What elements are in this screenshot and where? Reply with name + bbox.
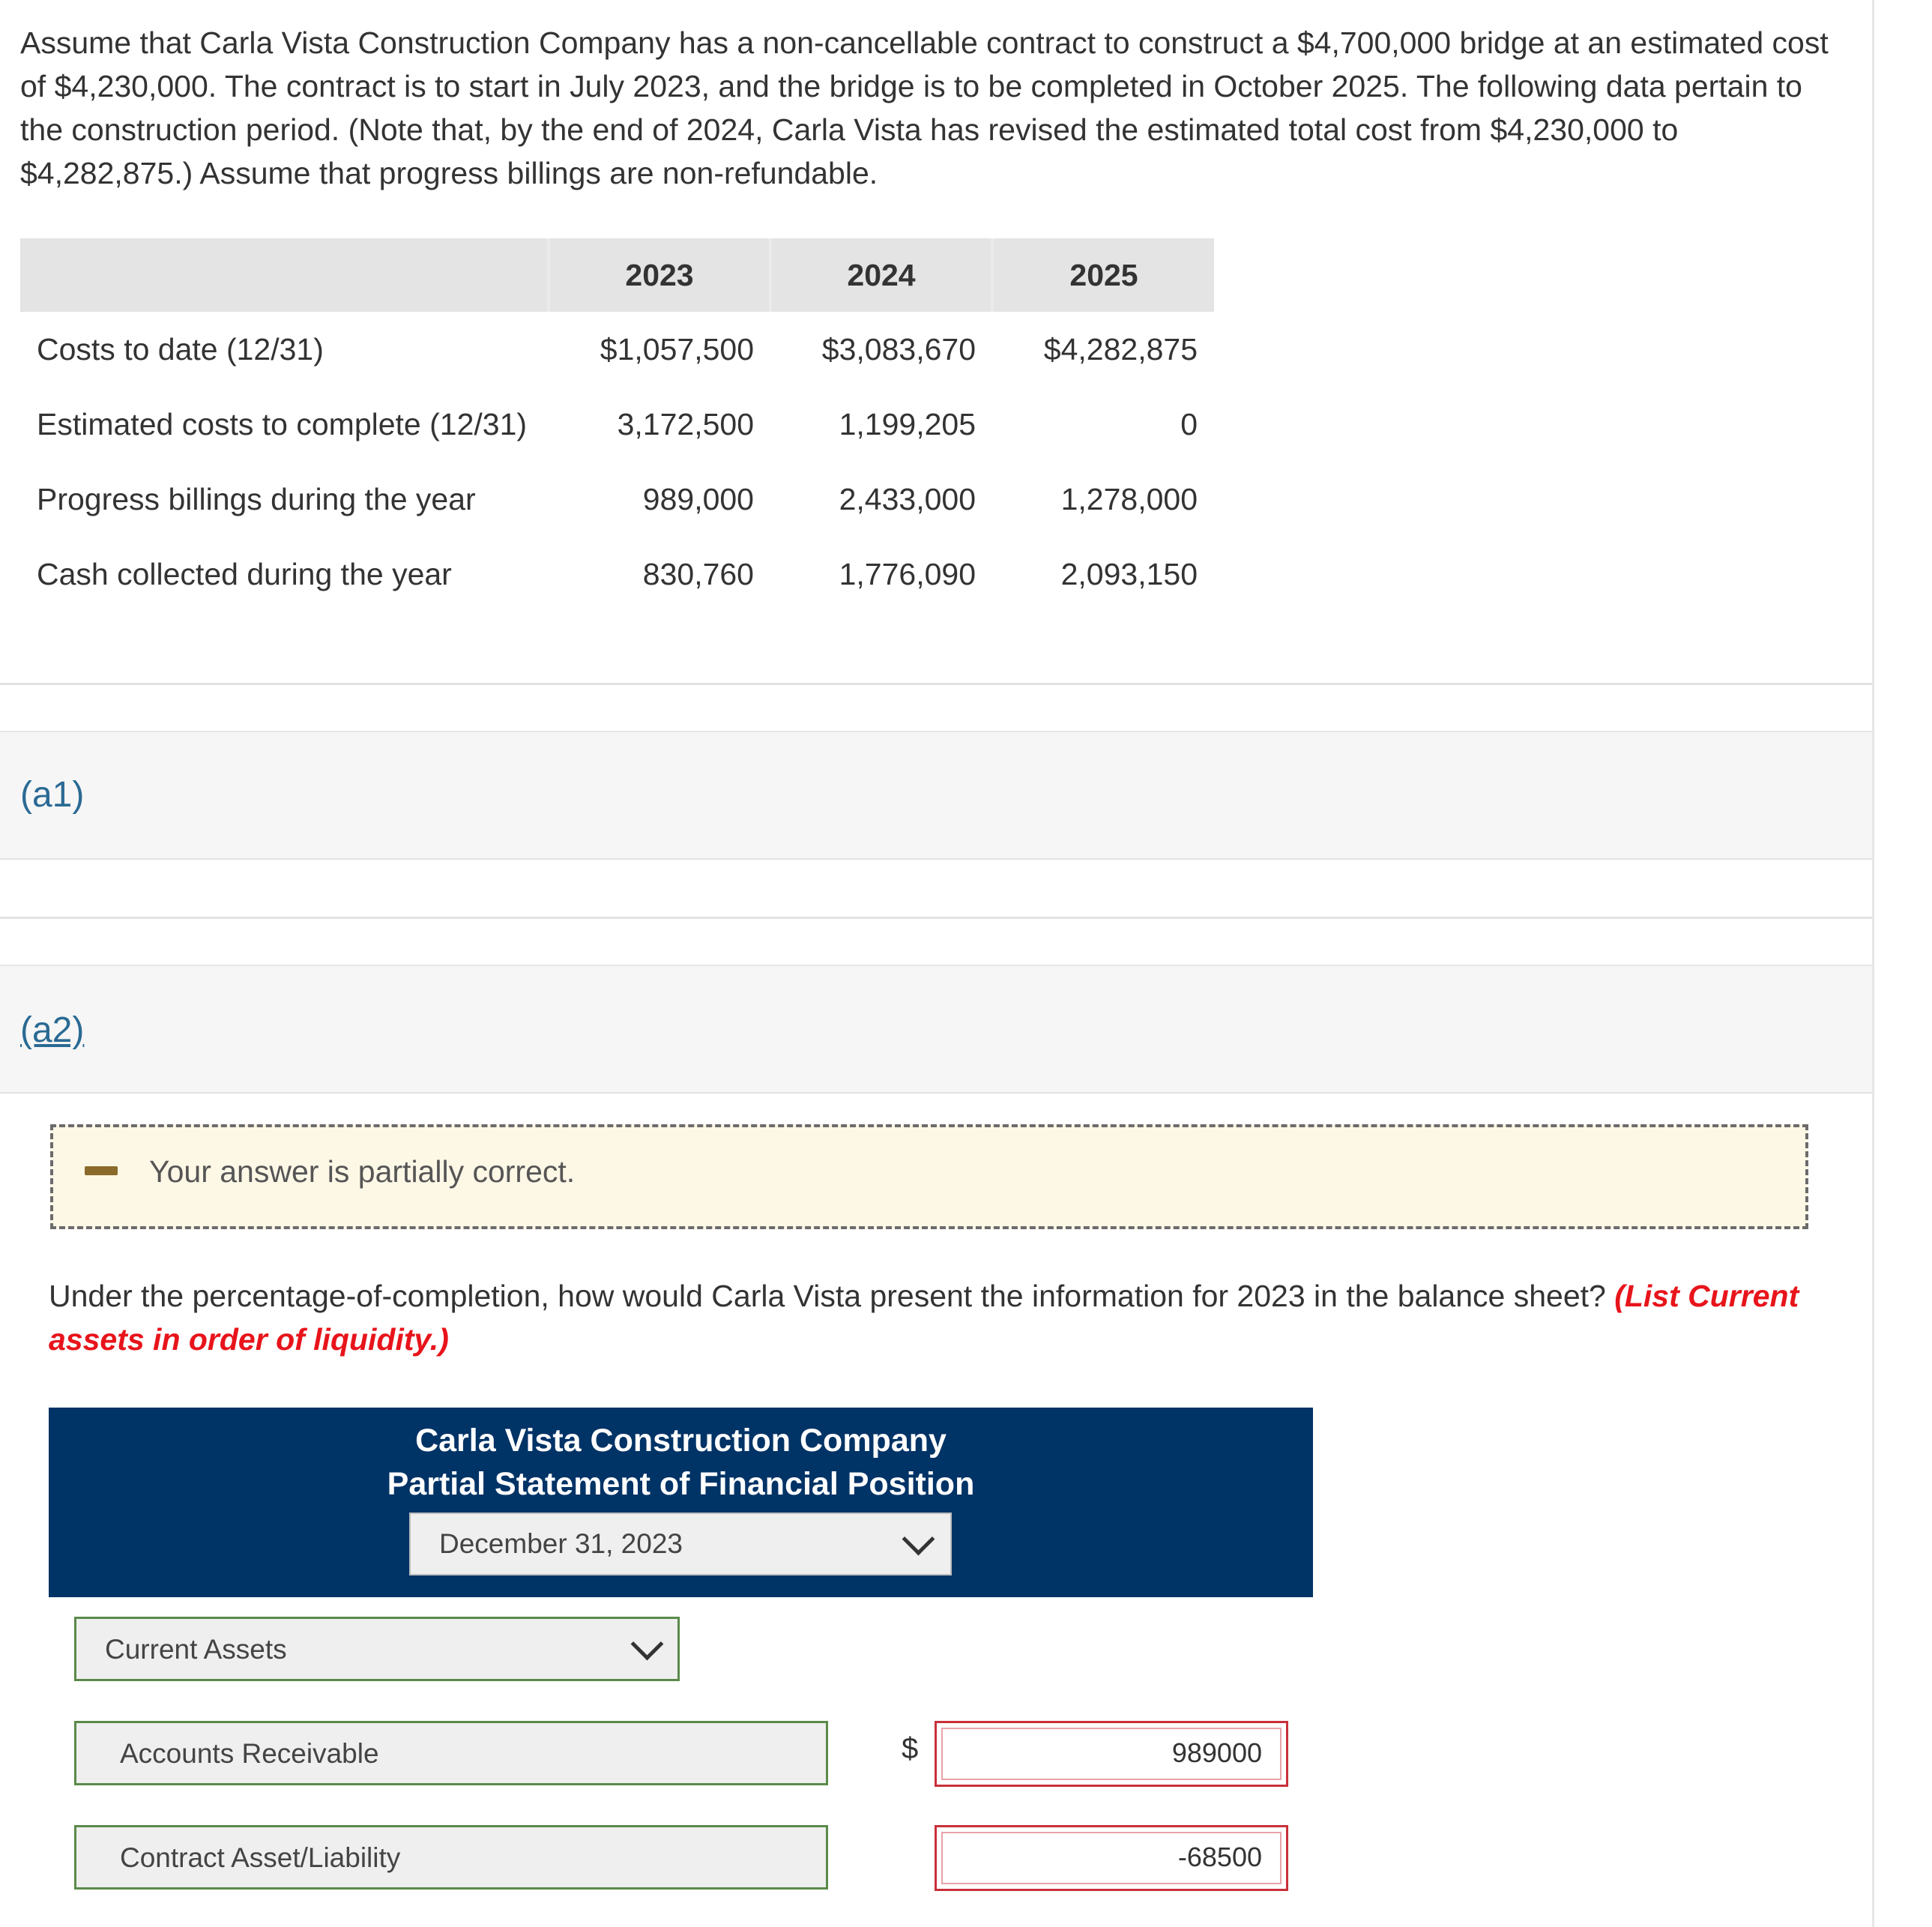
cell-value: 989,000 — [642, 481, 754, 516]
table-row — [20, 387, 1214, 462]
account-field-value: Accounts Receivable — [120, 1738, 379, 1769]
row-label: Progress billings during the year — [37, 481, 476, 516]
row-label: Costs to date (12/31) — [37, 331, 324, 367]
section-divider — [0, 683, 1872, 685]
cell-value: $4,282,875 — [1043, 331, 1198, 367]
part-a2-header[interactable] — [0, 965, 1872, 1094]
date-select[interactable] — [409, 1513, 952, 1575]
feedback-banner — [50, 1124, 1808, 1229]
table-header-2025: 2025 — [992, 238, 1214, 312]
cell-value: 2,433,000 — [839, 481, 976, 516]
cell-value: 1,776,090 — [839, 556, 976, 591]
problem-intro: Assume that Carla Vista Construction Company has a non-cancellable contract to construct a $4,700,000 bridge at an estimated cost of $4,230,000. The contract is to start in July 2023, and the bridge is to be completed in October 2025. The following data pertain to the construction period. (Note that, by the end of 2024, Carla Vista has revised the estimated total cost from $4,230,000 to $4,282,875.) Assume that progress billings are non-refundable. — [20, 25, 1829, 190]
account-field-accounts-receivable[interactable] — [74, 1721, 828, 1785]
statement-header — [49, 1408, 1313, 1597]
company-name: Carla Vista Construction Company — [415, 1423, 947, 1459]
amount-input-value: 989000 — [1171, 1737, 1262, 1768]
date-select-value: December 31, 2023 — [439, 1528, 683, 1559]
account-field-contract-asset-liability[interactable] — [74, 1825, 828, 1890]
part-a2-link[interactable]: (a2) — [20, 1010, 85, 1050]
cell-value: 3,172,500 — [617, 406, 754, 441]
section-divider — [0, 917, 1872, 919]
question-prompt — [49, 1274, 1817, 1361]
cell-value: $1,057,500 — [600, 331, 754, 367]
row-label: Cash collected during the year — [37, 556, 452, 591]
cell-value: 2,093,150 — [1060, 556, 1198, 591]
table-header-2023: 2023 — [549, 238, 770, 312]
table-header-blank — [20, 238, 549, 312]
statement-title: Partial Statement of Financial Position — [387, 1466, 975, 1502]
table-row — [20, 312, 1214, 387]
contract-data-table — [20, 238, 1214, 612]
partial-correct-icon — [85, 1166, 118, 1175]
cell-value: 830,760 — [642, 556, 754, 591]
account-field-value: Contract Asset/Liability — [120, 1842, 401, 1873]
amount-input-accounts-receivable[interactable] — [935, 1721, 1288, 1787]
feedback-message: Your answer is partially correct. — [149, 1154, 576, 1189]
table-header-2024: 2024 — [770, 238, 992, 312]
table-row — [20, 537, 1214, 612]
row-label: Estimated costs to complete (12/31) — [37, 406, 528, 441]
chevron-down-icon[interactable] — [631, 1628, 664, 1661]
part-a1-label[interactable]: (a1) — [20, 775, 85, 815]
section-select-value: Current Assets — [105, 1634, 287, 1665]
cell-value: 1,278,000 — [1060, 481, 1198, 516]
cell-value: 1,199,205 — [839, 406, 976, 441]
currency-symbol: $ — [902, 1732, 919, 1765]
section-select[interactable] — [74, 1617, 680, 1681]
amount-input-value: -68500 — [1177, 1842, 1262, 1872]
question-instruction: (List Current assets in order of liquidity.) — [49, 1279, 1799, 1357]
chevron-down-icon[interactable] — [902, 1523, 935, 1556]
cell-value: $3,083,670 — [821, 331, 976, 367]
page-right-border — [1872, 0, 1874, 1927]
part-a1-header[interactable] — [0, 731, 1872, 860]
table-header-row — [20, 238, 1214, 312]
cell-value: 0 — [1180, 406, 1198, 441]
question-text: Under the percentage-of-completion, how would Carla Vista present the information for 2023 in the balance sheet? — [49, 1279, 1615, 1313]
table-row — [20, 462, 1214, 537]
amount-input-contract-asset-liability[interactable] — [935, 1825, 1288, 1891]
